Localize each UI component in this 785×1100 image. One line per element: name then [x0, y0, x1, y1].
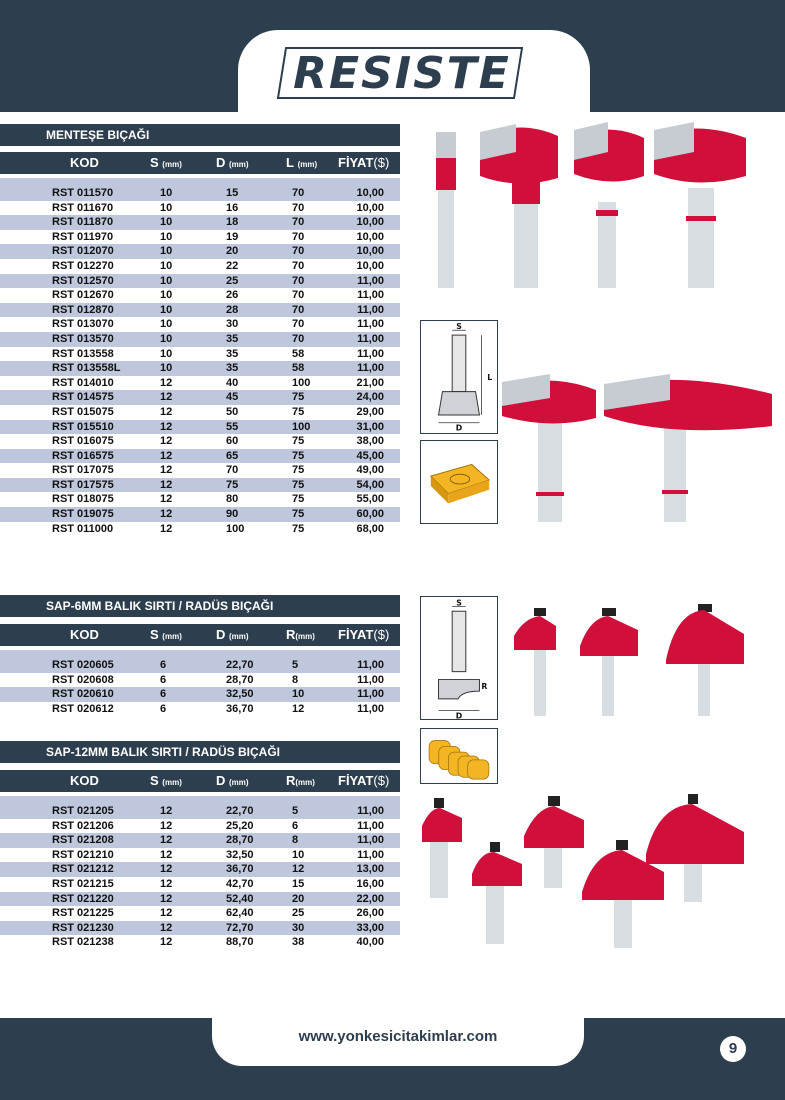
cell-fiyat: 29,00 [356, 405, 384, 418]
header-kod: KOD [70, 773, 99, 788]
cell-d: 26 [226, 289, 239, 302]
cell-d: 100 [226, 522, 245, 535]
cell-fiyat: 11,00 [357, 289, 384, 302]
price-table-sap12 [0, 796, 400, 950]
table-row [0, 478, 400, 493]
header-kod: KOD [70, 155, 99, 170]
cell-fiyat: 11,00 [357, 819, 384, 832]
cell-fiyat: 11,00 [357, 848, 384, 861]
cell-fiyat: 11,00 [357, 702, 384, 715]
cell-kod: RST 021205 [52, 805, 114, 817]
cell-s: 12 [160, 921, 173, 934]
header-r: R(mm) [286, 627, 315, 642]
hinge-bit-drawing [420, 320, 498, 434]
cell-l: 75 [292, 449, 305, 462]
diagram-label-s: S [456, 598, 462, 608]
cell-s: 6 [160, 673, 167, 686]
cell-s: 12 [160, 435, 173, 448]
cell-l: 8 [292, 834, 299, 847]
cell-kod: RST 012570 [52, 274, 114, 287]
table-row [0, 702, 400, 717]
cell-d: 18 [226, 216, 239, 229]
cell-s: 12 [160, 464, 173, 477]
cell-kod: RST 017575 [52, 478, 114, 491]
cell-l: 6 [292, 819, 299, 832]
sap12-radius-bits-photo [418, 792, 748, 948]
cell-fiyat: 54,00 [356, 478, 384, 491]
cell-kod: RST 017075 [52, 464, 114, 477]
cell-kod: RST 020610 [52, 688, 114, 701]
cell-l: 75 [292, 508, 305, 521]
table-row [0, 819, 400, 834]
cell-l: 100 [292, 376, 311, 389]
table-row [0, 906, 400, 921]
table-spacer [0, 796, 400, 804]
cell-d: 22,70 [226, 659, 254, 671]
cell-fiyat: 10,00 [356, 259, 384, 272]
large-hinge-bits-photo [500, 372, 780, 522]
table-spacer [0, 650, 400, 658]
header-d: D (mm) [216, 627, 249, 642]
cell-l: 38 [292, 936, 305, 949]
table-row [0, 862, 400, 877]
table-row [0, 463, 400, 478]
cell-fiyat: 60,00 [356, 508, 384, 521]
sap6-radius-bits-photo [506, 600, 746, 716]
cell-kod: RST 011000 [52, 522, 114, 535]
cell-kod: RST 012070 [52, 245, 114, 258]
cell-fiyat: 38,00 [356, 435, 384, 448]
cell-s: 12 [160, 493, 173, 506]
price-table-sap6 [0, 650, 400, 716]
cell-s: 12 [160, 405, 173, 418]
cell-d: 28 [226, 303, 239, 316]
cell-l: 15 [292, 877, 305, 890]
cell-s: 10 [160, 289, 173, 302]
cell-l: 10 [292, 688, 305, 701]
cell-d: 36,70 [226, 702, 254, 715]
cell-d: 28,70 [226, 673, 254, 686]
section-title-sap12: SAP-12MM BALIK SIRTI / RADÜS BIÇAĞI [0, 741, 400, 763]
cell-s: 12 [160, 877, 173, 890]
cell-l: 75 [292, 391, 305, 404]
table-row [0, 877, 400, 892]
cell-d: 80 [226, 493, 239, 506]
cell-d: 90 [226, 508, 239, 521]
cell-d: 35 [226, 332, 239, 345]
cell-l: 75 [292, 435, 305, 448]
cell-l: 75 [292, 464, 305, 477]
cell-l: 58 [292, 362, 305, 375]
table-row [0, 244, 400, 259]
cell-l: 75 [292, 522, 305, 535]
cell-l: 100 [292, 420, 311, 433]
cell-fiyat: 13,00 [356, 863, 384, 876]
cell-fiyat: 55,00 [356, 493, 384, 506]
table-row [0, 921, 400, 936]
cell-d: 15 [226, 187, 239, 199]
cell-fiyat: 10,00 [356, 201, 384, 214]
cell-fiyat: 33,00 [356, 921, 384, 934]
brand-logo [272, 40, 532, 104]
cell-d: 45 [226, 391, 239, 404]
table-row [0, 420, 400, 435]
cell-kod: RST 021212 [52, 863, 114, 876]
cell-d: 52,40 [226, 892, 254, 905]
cell-kod: RST 012670 [52, 289, 114, 302]
table-row [0, 201, 400, 216]
table-header-mentese [0, 152, 400, 174]
radius-bit-drawing [420, 596, 498, 720]
table-row [0, 434, 400, 449]
cell-fiyat: 22,00 [356, 892, 384, 905]
table-row [0, 230, 400, 245]
cell-fiyat: 11,00 [357, 274, 384, 287]
cell-l: 70 [292, 230, 305, 243]
cell-kod: RST 020608 [52, 673, 114, 686]
section-title-sap6: SAP-6MM BALIK SIRTI / RADÜS BIÇAĞI [0, 595, 400, 617]
cell-l: 70 [292, 318, 305, 331]
cell-s: 10 [160, 245, 173, 258]
cell-fiyat: 11,00 [357, 318, 384, 331]
table-row [0, 186, 400, 201]
header-d: D (mm) [216, 155, 249, 170]
cell-d: 40 [226, 376, 239, 389]
cell-fiyat: 31,00 [356, 420, 384, 433]
cell-d: 22 [226, 259, 239, 272]
hinge-bits-photo [418, 118, 758, 290]
table-row [0, 658, 400, 673]
cell-s: 12 [160, 848, 173, 861]
cell-kod: RST 012870 [52, 303, 114, 316]
cell-s: 12 [160, 522, 173, 535]
cell-s: 12 [160, 936, 173, 949]
table-row [0, 347, 400, 362]
diagram-label-r: R [481, 682, 488, 692]
cell-d: 72,70 [226, 921, 254, 934]
cell-fiyat: 10,00 [356, 230, 384, 243]
diagram-label-d: D [455, 711, 463, 719]
cell-s: 10 [160, 303, 173, 316]
cell-fiyat: 11,00 [357, 688, 384, 701]
cell-kod: RST 018075 [52, 493, 114, 506]
cell-d: 62,40 [226, 907, 254, 920]
cell-kod: RST 016075 [52, 435, 114, 448]
cell-fiyat: 40,00 [356, 936, 384, 949]
cell-s: 12 [160, 863, 173, 876]
table-row [0, 507, 400, 522]
cell-d: 55 [226, 420, 239, 433]
table-row [0, 317, 400, 332]
cell-l: 70 [292, 289, 305, 302]
cell-s: 10 [160, 216, 173, 229]
cell-kod: RST 013570 [52, 332, 114, 345]
table-row [0, 804, 400, 819]
table-spacer [0, 178, 400, 186]
table-row [0, 935, 400, 950]
cell-l: 75 [292, 493, 305, 506]
cell-s: 12 [160, 376, 173, 389]
table-row [0, 390, 400, 405]
cell-s: 10 [160, 201, 173, 214]
cell-s: 12 [160, 478, 173, 491]
cell-s: 12 [160, 834, 173, 847]
cell-l: 75 [292, 405, 305, 418]
cell-d: 28,70 [226, 834, 254, 847]
cell-d: 32,50 [226, 848, 254, 861]
cell-fiyat: 21,00 [356, 376, 384, 389]
cell-d: 25 [226, 274, 239, 287]
cell-fiyat: 10,00 [356, 187, 384, 199]
diagram-label-l: L [487, 372, 493, 382]
cell-d: 70 [226, 464, 239, 477]
diagram-label-s: S [456, 322, 462, 332]
cell-fiyat: 11,00 [357, 805, 384, 817]
cell-d: 88,70 [226, 936, 254, 949]
table-row [0, 288, 400, 303]
table-row [0, 303, 400, 318]
cell-s: 10 [160, 230, 173, 243]
table-row [0, 848, 400, 863]
cell-s: 10 [160, 318, 173, 331]
cell-kod: RST 021225 [52, 907, 114, 920]
cell-kod: RST 020605 [52, 659, 114, 671]
svg-text:RESISTE: RESISTE [293, 48, 511, 99]
cell-fiyat: 45,00 [356, 449, 384, 462]
cell-kod: RST 015510 [52, 420, 114, 433]
section-title-mentese: MENTEŞE BIÇAĞI [0, 124, 400, 146]
cell-d: 35 [226, 362, 239, 375]
diagram-label-d: D [455, 423, 463, 433]
cell-kod: RST 012270 [52, 259, 114, 272]
cell-l: 5 [292, 805, 299, 817]
cell-kod: RST 015075 [52, 405, 114, 418]
cell-s: 10 [160, 274, 173, 287]
table-row [0, 673, 400, 688]
cell-fiyat: 16,00 [356, 877, 384, 890]
header-s: S (mm) [150, 627, 182, 642]
cell-s: 10 [160, 259, 173, 272]
cell-fiyat: 11,00 [357, 834, 384, 847]
table-row [0, 449, 400, 464]
header-fiyat: FİYAT($) [338, 155, 390, 170]
cell-l: 70 [292, 332, 305, 345]
cell-s: 10 [160, 362, 173, 375]
cell-d: 32,50 [226, 688, 254, 701]
cell-kod: RST 021215 [52, 877, 114, 890]
cell-kod: RST 011870 [52, 216, 114, 229]
radius-cut-sample [420, 728, 498, 784]
cell-d: 65 [226, 449, 239, 462]
cell-kod: RST 014010 [52, 376, 114, 389]
cell-l: 70 [292, 274, 305, 287]
cell-s: 6 [160, 688, 167, 701]
cell-l: 8 [292, 673, 299, 686]
cell-fiyat: 10,00 [356, 216, 384, 229]
cell-d: 19 [226, 230, 239, 243]
header-r: R(mm) [286, 773, 315, 788]
cell-d: 22,70 [226, 805, 254, 817]
hinge-cut-sample [420, 440, 498, 524]
cell-l: 12 [292, 863, 305, 876]
cell-d: 35 [226, 347, 239, 360]
cell-fiyat: 11,00 [357, 347, 384, 360]
table-row [0, 332, 400, 347]
cell-kod: RST 013070 [52, 318, 114, 331]
header-d: D (mm) [216, 773, 249, 788]
header-l: L (mm) [286, 155, 318, 170]
cell-kod: RST 020612 [52, 702, 114, 715]
cell-s: 10 [160, 332, 173, 345]
table-row [0, 522, 400, 537]
cell-d: 25,20 [226, 819, 254, 832]
cell-fiyat: 68,00 [356, 522, 384, 535]
cell-l: 25 [292, 907, 305, 920]
cell-s: 12 [160, 805, 173, 817]
cell-kod: RST 021220 [52, 892, 114, 905]
cell-s: 12 [160, 391, 173, 404]
cell-fiyat: 10,00 [356, 245, 384, 258]
cell-kod: RST 013558L [52, 362, 121, 375]
website-link[interactable]: www.yonkesicitakimlar.com [298, 1028, 498, 1045]
cell-s: 12 [160, 892, 173, 905]
table-row [0, 274, 400, 289]
cell-s: 10 [160, 347, 173, 360]
cell-d: 16 [226, 201, 239, 214]
cell-l: 75 [292, 478, 305, 491]
cell-kod: RST 021210 [52, 848, 114, 861]
cell-d: 42,70 [226, 877, 254, 890]
cell-l: 70 [292, 216, 305, 229]
table-row [0, 833, 400, 848]
cell-kod: RST 021206 [52, 819, 114, 832]
cell-l: 5 [292, 659, 299, 671]
cell-l: 70 [292, 187, 305, 199]
cell-l: 10 [292, 848, 305, 861]
cell-l: 12 [292, 702, 305, 715]
cell-d: 30 [226, 318, 239, 331]
page-number: 9 [720, 1036, 746, 1062]
cell-s: 12 [160, 449, 173, 462]
cell-s: 6 [160, 659, 167, 671]
table-header-sap12 [0, 770, 400, 792]
cell-fiyat: 11,00 [357, 362, 384, 375]
cell-d: 36,70 [226, 863, 254, 876]
table-row [0, 492, 400, 507]
cell-fiyat: 49,00 [356, 464, 384, 477]
cell-l: 70 [292, 303, 305, 316]
cell-kod: RST 011670 [52, 201, 114, 214]
header-s: S (mm) [150, 773, 182, 788]
cell-kod: RST 011970 [52, 230, 114, 243]
cell-l: 70 [292, 201, 305, 214]
table-row [0, 259, 400, 274]
cell-l: 30 [292, 921, 305, 934]
table-header-sap6 [0, 624, 400, 646]
cell-s: 12 [160, 420, 173, 433]
cell-kod: RST 014575 [52, 391, 114, 404]
cell-s: 12 [160, 508, 173, 521]
table-row [0, 892, 400, 907]
cell-d: 60 [226, 435, 239, 448]
table-row [0, 361, 400, 376]
cell-s: 6 [160, 702, 167, 715]
header-s: S (mm) [150, 155, 182, 170]
cell-fiyat: 24,00 [356, 391, 384, 404]
header-kod: KOD [70, 627, 99, 642]
cell-d: 20 [226, 245, 239, 258]
cell-l: 58 [292, 347, 305, 360]
cell-fiyat: 11,00 [357, 673, 384, 686]
table-row [0, 687, 400, 702]
header-fiyat: FİYAT($) [338, 773, 390, 788]
cell-s: 12 [160, 819, 173, 832]
table-row [0, 376, 400, 391]
cell-kod: RST 021208 [52, 834, 114, 847]
table-row [0, 215, 400, 230]
cell-s: 12 [160, 907, 173, 920]
cell-d: 75 [226, 478, 239, 491]
cell-fiyat: 11,00 [357, 659, 384, 671]
cell-kod: RST 016575 [52, 449, 114, 462]
cell-s: 10 [160, 187, 173, 199]
cell-kod: RST 021230 [52, 921, 114, 934]
cell-l: 70 [292, 245, 305, 258]
table-row [0, 405, 400, 420]
cell-d: 50 [226, 405, 239, 418]
price-table-mentese [0, 178, 400, 536]
header-fiyat: FİYAT($) [338, 627, 390, 642]
cell-kod: RST 021238 [52, 936, 114, 949]
cell-kod: RST 013558 [52, 347, 114, 360]
cell-kod: RST 019075 [52, 508, 114, 521]
cell-l: 20 [292, 892, 305, 905]
cell-kod: RST 011570 [52, 187, 114, 199]
cell-fiyat: 26,00 [356, 907, 384, 920]
cell-fiyat: 11,00 [357, 332, 384, 345]
cell-fiyat: 11,00 [357, 303, 384, 316]
cell-l: 70 [292, 259, 305, 272]
